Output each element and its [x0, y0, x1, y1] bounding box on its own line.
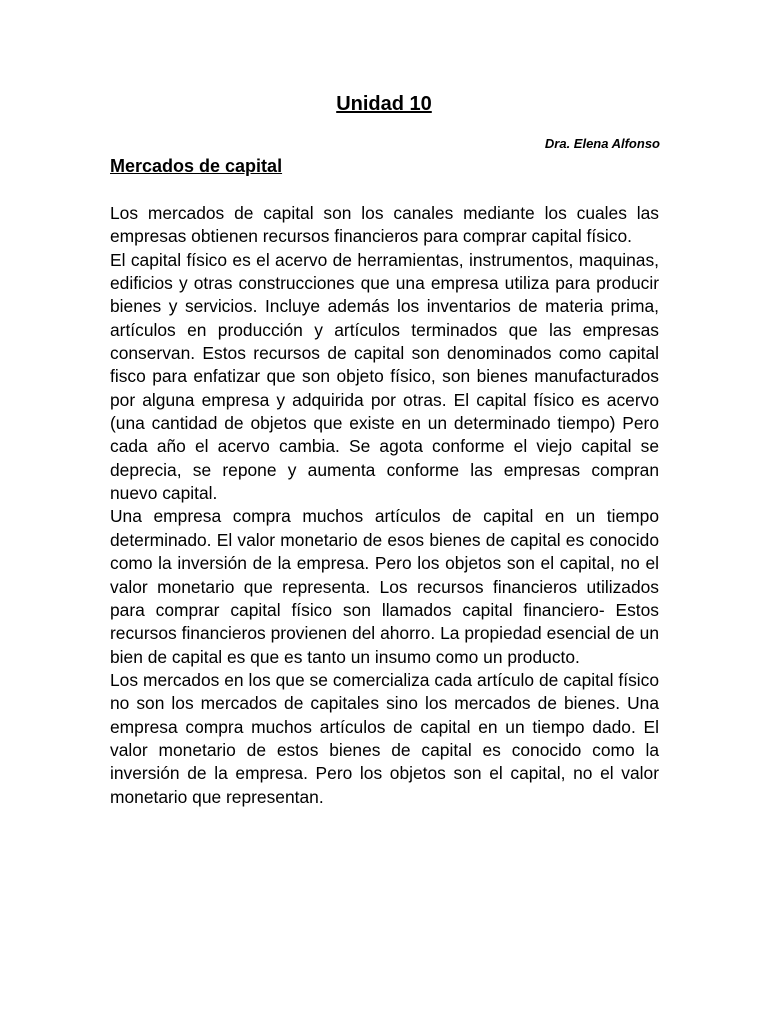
author-name: Dra. Elena Alfonso	[544, 136, 660, 151]
paragraph: Los mercados en los que se comercializa cada artículo de capital físico no son los mercados de capitales sino los mercados de bienes. Una empresa compra muchos artículos de capital en un tiempo dado. El valor monetario de estos bienes de capital es conocido como la inversión de la empresa. Pero los objetos son el capital, no el valor monetario que representan.	[110, 669, 659, 807]
paragraph: El capital físico es el acervo de herramientas, instrumentos, maquinas, edificios y otras construcciones que una empresa utiliza para producir bienes y servicios. Incluye además los inventarios de materia prima, artículos en producción y artículos terminados que las empresas conservan. Estos recursos de capital son denominados como capital fisco para enfatizar que son objeto físico, son bienes manufacturados por alguna empresa y adquirida por otras. El capital físico es acervo (una cantidad de objetos que existe en un determinado tiempo) Pero cada año el acervo cambia. Se agota conforme el viejo capital se deprecia, se repone y aumenta conforme las empresas compran nuevo capital.	[110, 249, 659, 504]
section-title: Mercados de capital	[110, 156, 283, 176]
paragraph: Los mercados de capital son los canales mediante los cuales las empresas obtienen recursos financieros para comprar capital físico.	[110, 203, 659, 247]
paragraph: Una empresa compra muchos artículos de capital en un tiempo determinado. El valor monetario de esos bienes de capital es conocido como la inversión de la empresa. Pero los objetos son el capital, no el valor monetario que representa. Los recursos financieros utilizados para comprar capital físico son llamados capital financiero- Estos recursos financieros provienen del ahorro. La propiedad esencial de un bien de capital es que es tanto un insumo como un producto.	[110, 506, 659, 667]
body-text	[110, 202, 659, 809]
page-title: Unidad 10	[336, 93, 432, 115]
